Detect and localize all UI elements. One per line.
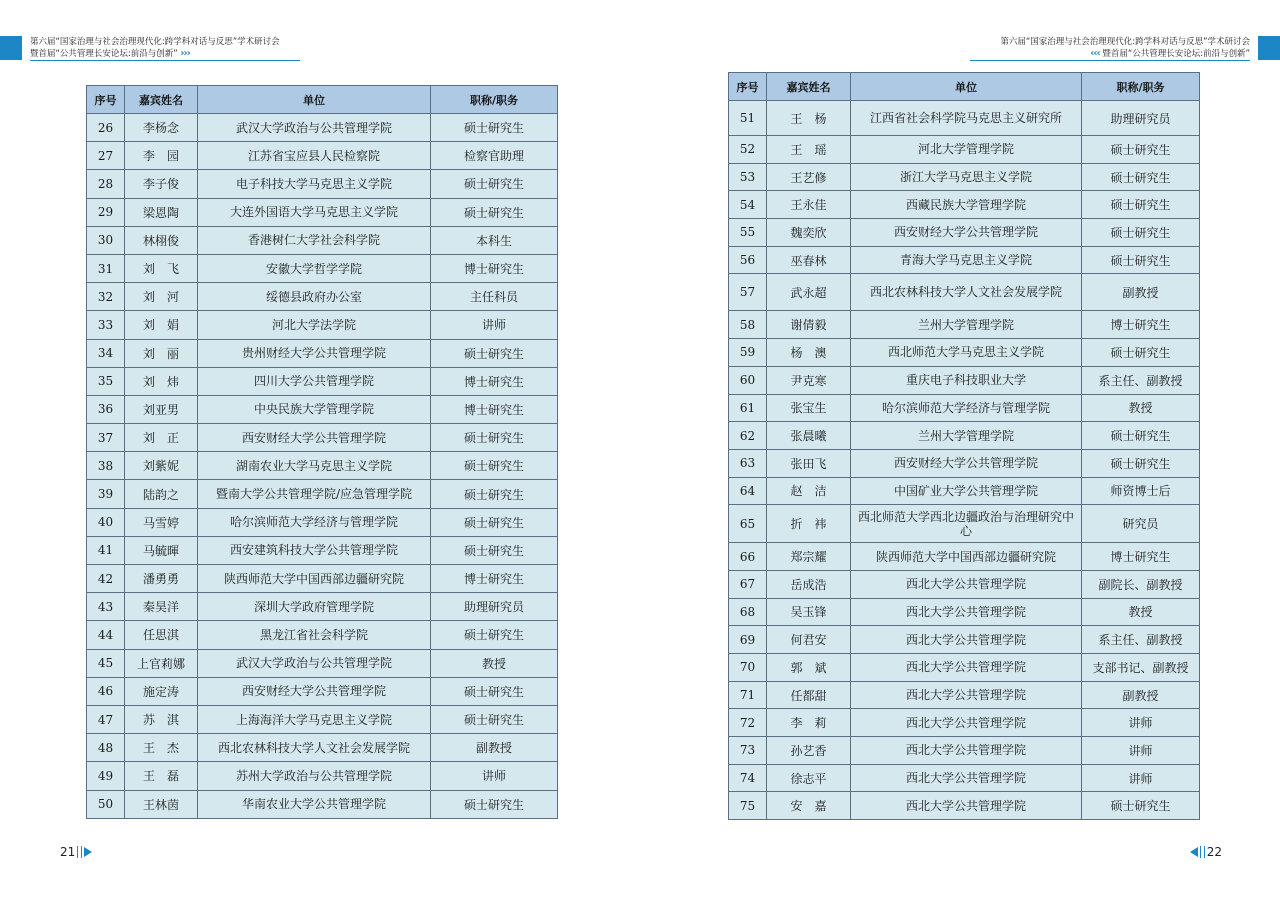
cell-unit: 河北大学管理学院: [851, 136, 1082, 164]
cell-no: 42: [87, 565, 125, 593]
cell-name: 谢倩毅: [767, 311, 851, 339]
cell-no: 57: [729, 274, 767, 311]
cell-no: 39: [87, 480, 125, 508]
table-row: [729, 339, 1200, 367]
table-row: [87, 649, 558, 677]
col-header-no: 序号: [87, 86, 125, 114]
cell-name: 刘 娟: [125, 311, 198, 339]
cell-title: 讲师: [431, 311, 558, 339]
triangle-right-icon: [84, 847, 92, 857]
cell-unit: 西北大学公共管理学院: [851, 654, 1082, 682]
cell-unit: 江西省社会科学院马克思主义研究所: [851, 101, 1082, 136]
table-row: [729, 422, 1200, 450]
cell-title: 讲师: [1082, 764, 1200, 792]
cell-no: 61: [729, 394, 767, 422]
table-row: [87, 114, 558, 142]
cell-name: 孙艺香: [767, 737, 851, 765]
cell-no: 28: [87, 170, 125, 198]
cell-unit: 西北大学公共管理学院: [851, 626, 1082, 654]
cell-unit: 西北大学公共管理学院: [851, 570, 1082, 598]
cell-title: 硕士研究生: [431, 536, 558, 564]
col-header-name: 嘉宾姓名: [125, 86, 198, 114]
cell-no: 32: [87, 283, 125, 311]
cell-no: 26: [87, 114, 125, 142]
cell-no: 72: [729, 709, 767, 737]
cell-title: 硕士研究生: [1082, 449, 1200, 477]
cell-title: 硕士研究生: [431, 339, 558, 367]
cell-no: 68: [729, 598, 767, 626]
cell-no: 45: [87, 649, 125, 677]
cell-title: 副教授: [1082, 274, 1200, 311]
table-row: [87, 508, 558, 536]
guest-table-right: [728, 72, 1200, 820]
cell-title: 硕士研究生: [1082, 339, 1200, 367]
cell-title: 教授: [1082, 394, 1200, 422]
cell-unit: 哈尔滨师范大学经济与管理学院: [198, 508, 431, 536]
cell-name: 李 莉: [767, 709, 851, 737]
page-number-right: [1190, 845, 1222, 859]
cell-name: 刘 炜: [125, 367, 198, 395]
triangle-left-icon: [1190, 847, 1198, 857]
cell-name: 刘 飞: [125, 254, 198, 282]
cell-no: 31: [87, 254, 125, 282]
page-bars-icon: [77, 846, 82, 858]
cell-no: 69: [729, 626, 767, 654]
col-header-name: 嘉宾姓名: [767, 73, 851, 101]
cell-title: 硕士研究生: [1082, 136, 1200, 164]
cell-name: 陆韵之: [125, 480, 198, 508]
cell-name: 尹克寒: [767, 366, 851, 394]
cell-title: 研究员: [1082, 505, 1200, 543]
table-row: [729, 654, 1200, 682]
header-accent-block: [0, 36, 22, 60]
cell-no: 62: [729, 422, 767, 450]
cell-unit: 江苏省宝应县人民检察院: [198, 142, 431, 170]
cell-title: 教授: [431, 649, 558, 677]
cell-name: 张宝生: [767, 394, 851, 422]
cell-unit: 湖南农业大学马克思主义学院: [198, 452, 431, 480]
cell-no: 48: [87, 734, 125, 762]
cell-name: 刘 河: [125, 283, 198, 311]
cell-no: 58: [729, 311, 767, 339]
cell-unit: 西安财经大学公共管理学院: [198, 424, 431, 452]
cell-unit: 中国矿业大学公共管理学院: [851, 477, 1082, 505]
cell-unit: 上海海洋大学马克思主义学院: [198, 705, 431, 733]
cell-unit: 中央民族大学管理学院: [198, 395, 431, 423]
cell-unit: 西安财经大学公共管理学院: [851, 449, 1082, 477]
cell-unit: 西北师范大学西北边疆政治与治理研究中心: [851, 505, 1082, 543]
table-row: [729, 311, 1200, 339]
table-row: [729, 626, 1200, 654]
cell-title: 硕士研究生: [431, 705, 558, 733]
cell-name: 林栩俊: [125, 226, 198, 254]
cell-title: 硕士研究生: [431, 790, 558, 818]
cell-name: 何君安: [767, 626, 851, 654]
cell-no: 64: [729, 477, 767, 505]
table-row: [87, 283, 558, 311]
cell-title: 硕士研究生: [1082, 246, 1200, 274]
col-header-unit: 单位: [851, 73, 1082, 101]
cell-name: 任思淇: [125, 621, 198, 649]
cell-title: 硕士研究生: [1082, 163, 1200, 191]
cell-no: 66: [729, 543, 767, 571]
table-header-row: [87, 86, 558, 114]
cell-title: 支部书记、副教授: [1082, 654, 1200, 682]
cell-name: 王林茵: [125, 790, 198, 818]
cell-unit: 浙江大学马克思主义学院: [851, 163, 1082, 191]
cell-no: 34: [87, 339, 125, 367]
cell-unit: 西藏民族大学管理学院: [851, 191, 1082, 219]
cell-no: 36: [87, 395, 125, 423]
cell-no: 33: [87, 311, 125, 339]
cell-no: 40: [87, 508, 125, 536]
table-row: [729, 764, 1200, 792]
table-row: [729, 163, 1200, 191]
cell-title: 硕士研究生: [1082, 219, 1200, 247]
cell-name: 李杨念: [125, 114, 198, 142]
cell-no: 49: [87, 762, 125, 790]
cell-name: 王 磊: [125, 762, 198, 790]
cell-name: 王 瑶: [767, 136, 851, 164]
page-number: 22: [1206, 845, 1222, 859]
table-row: [87, 677, 558, 705]
cell-name: 王艺修: [767, 163, 851, 191]
cell-title: 助理研究员: [431, 593, 558, 621]
cell-no: 27: [87, 142, 125, 170]
cell-unit: 陕西师范大学中国西部边疆研究院: [851, 543, 1082, 571]
cell-name: 张晨曦: [767, 422, 851, 450]
table-row: [87, 593, 558, 621]
table-row: [87, 762, 558, 790]
cell-no: 35: [87, 367, 125, 395]
cell-unit: 兰州大学管理学院: [851, 422, 1082, 450]
cell-unit: 西北大学公共管理学院: [851, 681, 1082, 709]
cell-unit: 四川大学公共管理学院: [198, 367, 431, 395]
cell-title: 硕士研究生: [1082, 422, 1200, 450]
cell-no: 53: [729, 163, 767, 191]
cell-unit: 华南农业大学公共管理学院: [198, 790, 431, 818]
cell-name: 上官莉娜: [125, 649, 198, 677]
cell-name: 刘亚男: [125, 395, 198, 423]
col-header-title: 职称/职务: [1082, 73, 1200, 101]
cell-unit: 西北大学公共管理学院: [851, 709, 1082, 737]
cell-name: 王 杰: [125, 734, 198, 762]
cell-no: 65: [729, 505, 767, 543]
cell-no: 71: [729, 681, 767, 709]
table-row: [87, 536, 558, 564]
cell-no: 75: [729, 792, 767, 820]
header-line-1: 第六届“国家治理与社会治理现代化:跨学科对话与反思”学术研讨会: [30, 37, 280, 47]
cell-no: 74: [729, 764, 767, 792]
table-row: [729, 101, 1200, 136]
cell-unit: 哈尔滨师范大学经济与管理学院: [851, 394, 1082, 422]
cell-no: 73: [729, 737, 767, 765]
cell-title: 教授: [1082, 598, 1200, 626]
cell-name: 郑宗耀: [767, 543, 851, 571]
cell-title: 博士研究生: [431, 565, 558, 593]
cell-name: 马毓暉: [125, 536, 198, 564]
cell-name: 折 袆: [767, 505, 851, 543]
table-row: [729, 246, 1200, 274]
cell-no: 63: [729, 449, 767, 477]
cell-title: 系主任、副教授: [1082, 626, 1200, 654]
cell-unit: 兰州大学管理学院: [851, 311, 1082, 339]
cell-name: 武永超: [767, 274, 851, 311]
cell-name: 巫春林: [767, 246, 851, 274]
page-bars-icon: [1200, 846, 1205, 858]
col-header-unit: 单位: [198, 86, 431, 114]
cell-name: 王永佳: [767, 191, 851, 219]
cell-no: 60: [729, 366, 767, 394]
table-row: [87, 734, 558, 762]
table-header-row: [729, 73, 1200, 101]
cell-unit: 西安财经大学公共管理学院: [851, 219, 1082, 247]
header-accent-block: [1258, 36, 1280, 60]
cell-title: 硕士研究生: [431, 621, 558, 649]
header-rule: [970, 60, 1250, 61]
cell-unit: 武汉大学政治与公共管理学院: [198, 649, 431, 677]
table-row: [729, 792, 1200, 820]
arrows-right-icon: ›››: [180, 48, 190, 59]
cell-title: 讲师: [1082, 737, 1200, 765]
table-row: [87, 395, 558, 423]
cell-title: 硕士研究生: [431, 508, 558, 536]
cell-unit: 香港树仁大学社会科学院: [198, 226, 431, 254]
cell-title: 博士研究生: [431, 254, 558, 282]
cell-no: 54: [729, 191, 767, 219]
table-row: [729, 136, 1200, 164]
cell-no: 46: [87, 677, 125, 705]
cell-unit: 西北农林科技大学人文社会发展学院: [851, 274, 1082, 311]
cell-title: 副院长、副教授: [1082, 570, 1200, 598]
header-line-2: 暨首届“公共管理长安论坛:前沿与创新”: [1102, 49, 1250, 59]
cell-title: 博士研究生: [1082, 543, 1200, 571]
cell-name: 刘 丽: [125, 339, 198, 367]
cell-title: 硕士研究生: [1082, 792, 1200, 820]
table-row: [729, 570, 1200, 598]
cell-unit: 西北大学公共管理学院: [851, 792, 1082, 820]
table-row: [87, 170, 558, 198]
table-row: [729, 394, 1200, 422]
table-row: [87, 226, 558, 254]
table-row: [87, 452, 558, 480]
cell-title: 博士研究生: [431, 395, 558, 423]
cell-unit: 绥德县政府办公室: [198, 283, 431, 311]
header-rule: [30, 60, 300, 61]
cell-unit: 青海大学马克思主义学院: [851, 246, 1082, 274]
cell-no: 44: [87, 621, 125, 649]
cell-unit: 西安财经大学公共管理学院: [198, 677, 431, 705]
cell-unit: 西安建筑科技大学公共管理学院: [198, 536, 431, 564]
cell-no: 29: [87, 198, 125, 226]
table-row: [87, 254, 558, 282]
table-row: [87, 705, 558, 733]
cell-title: 硕士研究生: [431, 198, 558, 226]
cell-name: 张田飞: [767, 449, 851, 477]
cell-unit: 西北农林科技大学人文社会发展学院: [198, 734, 431, 762]
cell-title: 博士研究生: [1082, 311, 1200, 339]
page-number: 21: [60, 845, 76, 859]
cell-title: 硕士研究生: [431, 452, 558, 480]
cell-unit: 重庆电子科技职业大学: [851, 366, 1082, 394]
cell-title: 主任科员: [431, 283, 558, 311]
cell-no: 59: [729, 339, 767, 367]
table-row: [729, 477, 1200, 505]
table-row: [729, 219, 1200, 247]
table-row: [729, 709, 1200, 737]
cell-no: 41: [87, 536, 125, 564]
header-title: [1000, 36, 1250, 60]
cell-name: 岳成浩: [767, 570, 851, 598]
cell-unit: 暨南大学公共管理学院/应急管理学院: [198, 480, 431, 508]
cell-no: 38: [87, 452, 125, 480]
header-title: [30, 36, 280, 60]
table-row: [87, 621, 558, 649]
cell-title: 硕士研究生: [431, 480, 558, 508]
cell-title: 硕士研究生: [431, 677, 558, 705]
table-row: [729, 598, 1200, 626]
col-header-no: 序号: [729, 73, 767, 101]
header-line-2: 暨首届“公共管理长安论坛:前沿与创新”: [30, 49, 178, 59]
cell-unit: 西北师范大学马克思主义学院: [851, 339, 1082, 367]
cell-no: 52: [729, 136, 767, 164]
col-header-title: 职称/职务: [431, 86, 558, 114]
cell-title: 副教授: [431, 734, 558, 762]
cell-title: 检察官助理: [431, 142, 558, 170]
cell-title: 硕士研究生: [1082, 191, 1200, 219]
cell-unit: 武汉大学政治与公共管理学院: [198, 114, 431, 142]
cell-title: 助理研究员: [1082, 101, 1200, 136]
cell-title: 硕士研究生: [431, 170, 558, 198]
table-row: [729, 505, 1200, 543]
cell-unit: 深圳大学政府管理学院: [198, 593, 431, 621]
cell-title: 系主任、副教授: [1082, 366, 1200, 394]
cell-name: 秦昊洋: [125, 593, 198, 621]
cell-name: 徐志平: [767, 764, 851, 792]
cell-name: 刘 正: [125, 424, 198, 452]
cell-title: 师资博士后: [1082, 477, 1200, 505]
cell-no: 67: [729, 570, 767, 598]
cell-title: 讲师: [1082, 709, 1200, 737]
cell-unit: 西北大学公共管理学院: [851, 764, 1082, 792]
table-row: [87, 565, 558, 593]
arrows-left-icon: ‹‹‹: [1090, 48, 1100, 59]
cell-unit: 安徽大学哲学学院: [198, 254, 431, 282]
cell-no: 56: [729, 246, 767, 274]
table-row: [87, 424, 558, 452]
table-row: [729, 681, 1200, 709]
cell-name: 梁恩陶: [125, 198, 198, 226]
cell-name: 魏奕欣: [767, 219, 851, 247]
cell-no: 43: [87, 593, 125, 621]
cell-name: 刘紫妮: [125, 452, 198, 480]
cell-unit: 西北大学公共管理学院: [851, 598, 1082, 626]
cell-no: 47: [87, 705, 125, 733]
table-row: [729, 274, 1200, 311]
cell-unit: 陕西师范大学中国西部边疆研究院: [198, 565, 431, 593]
cell-unit: 电子科技大学马克思主义学院: [198, 170, 431, 198]
table-row: [87, 198, 558, 226]
table-row: [87, 142, 558, 170]
cell-name: 潘勇勇: [125, 565, 198, 593]
table-row: [87, 339, 558, 367]
guest-rows-right: [729, 101, 1200, 820]
cell-unit: 苏州大学政治与公共管理学院: [198, 762, 431, 790]
cell-name: 吴玉锋: [767, 598, 851, 626]
table-row: [729, 737, 1200, 765]
table-row: [87, 480, 558, 508]
cell-title: 博士研究生: [431, 367, 558, 395]
table-row: [729, 543, 1200, 571]
cell-name: 郭 斌: [767, 654, 851, 682]
cell-name: 安 嘉: [767, 792, 851, 820]
cell-unit: 大连外国语大学马克思主义学院: [198, 198, 431, 226]
table-row: [729, 449, 1200, 477]
header-line-1: 第六届“国家治理与社会治理现代化:跨学科对话与反思”学术研讨会: [1000, 37, 1250, 47]
cell-unit: 西北大学公共管理学院: [851, 737, 1082, 765]
right-page: [640, 0, 1280, 906]
table-row: [87, 367, 558, 395]
cell-no: 51: [729, 101, 767, 136]
cell-name: 赵 洁: [767, 477, 851, 505]
cell-name: 马雪婷: [125, 508, 198, 536]
table-row: [729, 191, 1200, 219]
cell-title: 副教授: [1082, 681, 1200, 709]
table-row: [729, 366, 1200, 394]
cell-name: 王 杨: [767, 101, 851, 136]
cell-unit: 黑龙江省社会科学院: [198, 621, 431, 649]
cell-no: 70: [729, 654, 767, 682]
cell-name: 李 园: [125, 142, 198, 170]
cell-no: 50: [87, 790, 125, 818]
cell-name: 任都甜: [767, 681, 851, 709]
cell-title: 硕士研究生: [431, 114, 558, 142]
cell-title: 讲师: [431, 762, 558, 790]
guest-rows-left: [87, 114, 558, 819]
cell-name: 李子俊: [125, 170, 198, 198]
cell-no: 37: [87, 424, 125, 452]
cell-no: 55: [729, 219, 767, 247]
cell-title: 硕士研究生: [431, 424, 558, 452]
table-row: [87, 311, 558, 339]
table-row: [87, 790, 558, 818]
guest-table-left: [86, 85, 558, 819]
cell-unit: 河北大学法学院: [198, 311, 431, 339]
cell-name: 杨 澳: [767, 339, 851, 367]
cell-name: 施定涛: [125, 677, 198, 705]
cell-unit: 贵州财经大学公共管理学院: [198, 339, 431, 367]
page-number-left: [60, 845, 92, 859]
cell-no: 30: [87, 226, 125, 254]
cell-title: 本科生: [431, 226, 558, 254]
cell-name: 苏 淇: [125, 705, 198, 733]
